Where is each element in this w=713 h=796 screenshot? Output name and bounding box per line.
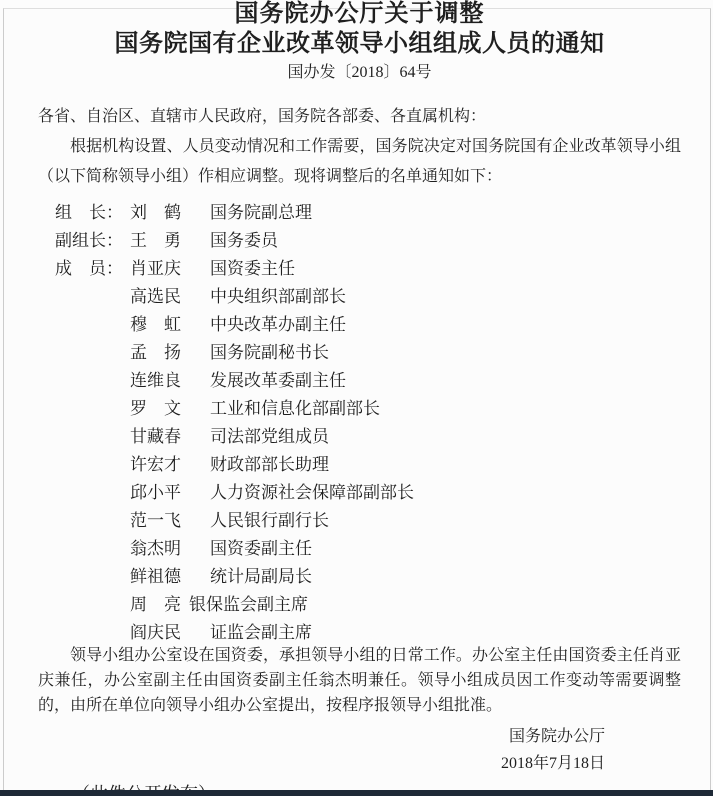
roster-title: 银保监会副主席 bbox=[189, 595, 308, 614]
roster-row bbox=[55, 395, 681, 423]
roster bbox=[55, 199, 681, 647]
signature-issuer: 国务院办公厅 bbox=[508, 728, 605, 745]
roster-name: 连维良 bbox=[130, 371, 181, 390]
roster-title: 中央改革办副主任 bbox=[210, 315, 346, 334]
roster-name: 鲜祖德 bbox=[130, 567, 181, 586]
roster-name: 阎庆民 bbox=[130, 623, 181, 642]
roster-row bbox=[55, 283, 681, 311]
roster-title: 人力资源社会保障部副部长 bbox=[210, 483, 414, 502]
notice-body bbox=[38, 102, 681, 192]
roster-name: 穆 虹 bbox=[130, 315, 181, 334]
roster-title: 司法部党组成员 bbox=[210, 427, 329, 446]
roster-name: 罗 文 bbox=[130, 399, 181, 418]
roster-row bbox=[55, 535, 681, 563]
roster-title: 国资委主任 bbox=[210, 259, 295, 278]
notice-title-line1: 国务院办公厅关于调整 bbox=[234, 1, 485, 27]
roster-role: 成 员： bbox=[55, 259, 123, 278]
document-number: 国办发〔2018〕64号 bbox=[287, 64, 432, 81]
notice-title-line2: 国务院国有企业改革领导小组组成人员的通知 bbox=[114, 31, 605, 57]
roster-name: 高选民 bbox=[130, 287, 181, 306]
roster-title: 国务院副总理 bbox=[210, 203, 312, 222]
roster-title: 发展改革委副主任 bbox=[210, 371, 346, 390]
roster-row bbox=[55, 255, 681, 283]
roster-title: 统计局副局长 bbox=[210, 567, 312, 586]
roster-title: 中央组织部副部长 bbox=[210, 287, 346, 306]
roster-title: 国务委员 bbox=[210, 231, 278, 250]
roster-row bbox=[55, 563, 681, 591]
roster-title: 工业和信息化部副部长 bbox=[210, 399, 380, 418]
roster-name: 王 勇 bbox=[130, 231, 181, 250]
roster-row bbox=[55, 339, 681, 367]
roster-name: 周 亮 bbox=[130, 595, 181, 614]
roster-row bbox=[55, 199, 681, 227]
roster-row bbox=[55, 479, 681, 507]
roster-row bbox=[55, 591, 681, 619]
roster-role: 组 长： bbox=[55, 203, 123, 222]
roster-name: 邱小平 bbox=[130, 483, 181, 502]
salutation-line: 各省、自治区、直辖市人民政府，国务院各部委、各直属机构： bbox=[38, 108, 487, 125]
roster-title: 人民银行副行长 bbox=[210, 511, 329, 530]
roster-row bbox=[55, 311, 681, 339]
closing-paragraph: 领导小组办公室设在国资委，承担领导小组的日常工作。办公室主任由国资委主任肖亚庆兼任，办公室副主任由国资委副主任翁杰明兼任。领导小组成员因工作变动等需要调整的，由所在单位向领导小组办公室提出，按程序报领导小组批准。 bbox=[38, 647, 681, 714]
intro-paragraph: 根据机构设置、人员变动情况和工作需要，国务院决定对国务院国有企业改革领导小组（以下简称领导小组）作相应调整。现将调整后的名单通知如下： bbox=[38, 138, 681, 185]
roster-title: 财政部部长助理 bbox=[210, 455, 329, 474]
roster-name: 肖亚庆 bbox=[130, 259, 181, 278]
roster-row bbox=[55, 367, 681, 395]
roster-name: 翁杰明 bbox=[130, 539, 181, 558]
roster-title: 国资委副主任 bbox=[210, 539, 312, 558]
roster-title: 国务院副秘书长 bbox=[210, 343, 329, 362]
bottom-scan-edge bbox=[0, 790, 713, 796]
roster-title: 证监会副主席 bbox=[210, 623, 312, 642]
roster-name: 甘藏春 bbox=[130, 427, 181, 446]
roster-row bbox=[55, 451, 681, 479]
roster-name: 刘 鹤 bbox=[130, 203, 181, 222]
roster-name: 范一飞 bbox=[130, 511, 181, 530]
roster-row bbox=[55, 423, 681, 451]
signature-block bbox=[38, 723, 681, 777]
signature-date: 2018年7月18日 bbox=[500, 755, 605, 772]
roster-name: 许宏才 bbox=[130, 455, 181, 474]
roster-row bbox=[55, 227, 681, 255]
roster-row bbox=[55, 507, 681, 535]
roster-role: 副组长： bbox=[55, 231, 123, 250]
roster-name: 孟 扬 bbox=[130, 343, 181, 362]
